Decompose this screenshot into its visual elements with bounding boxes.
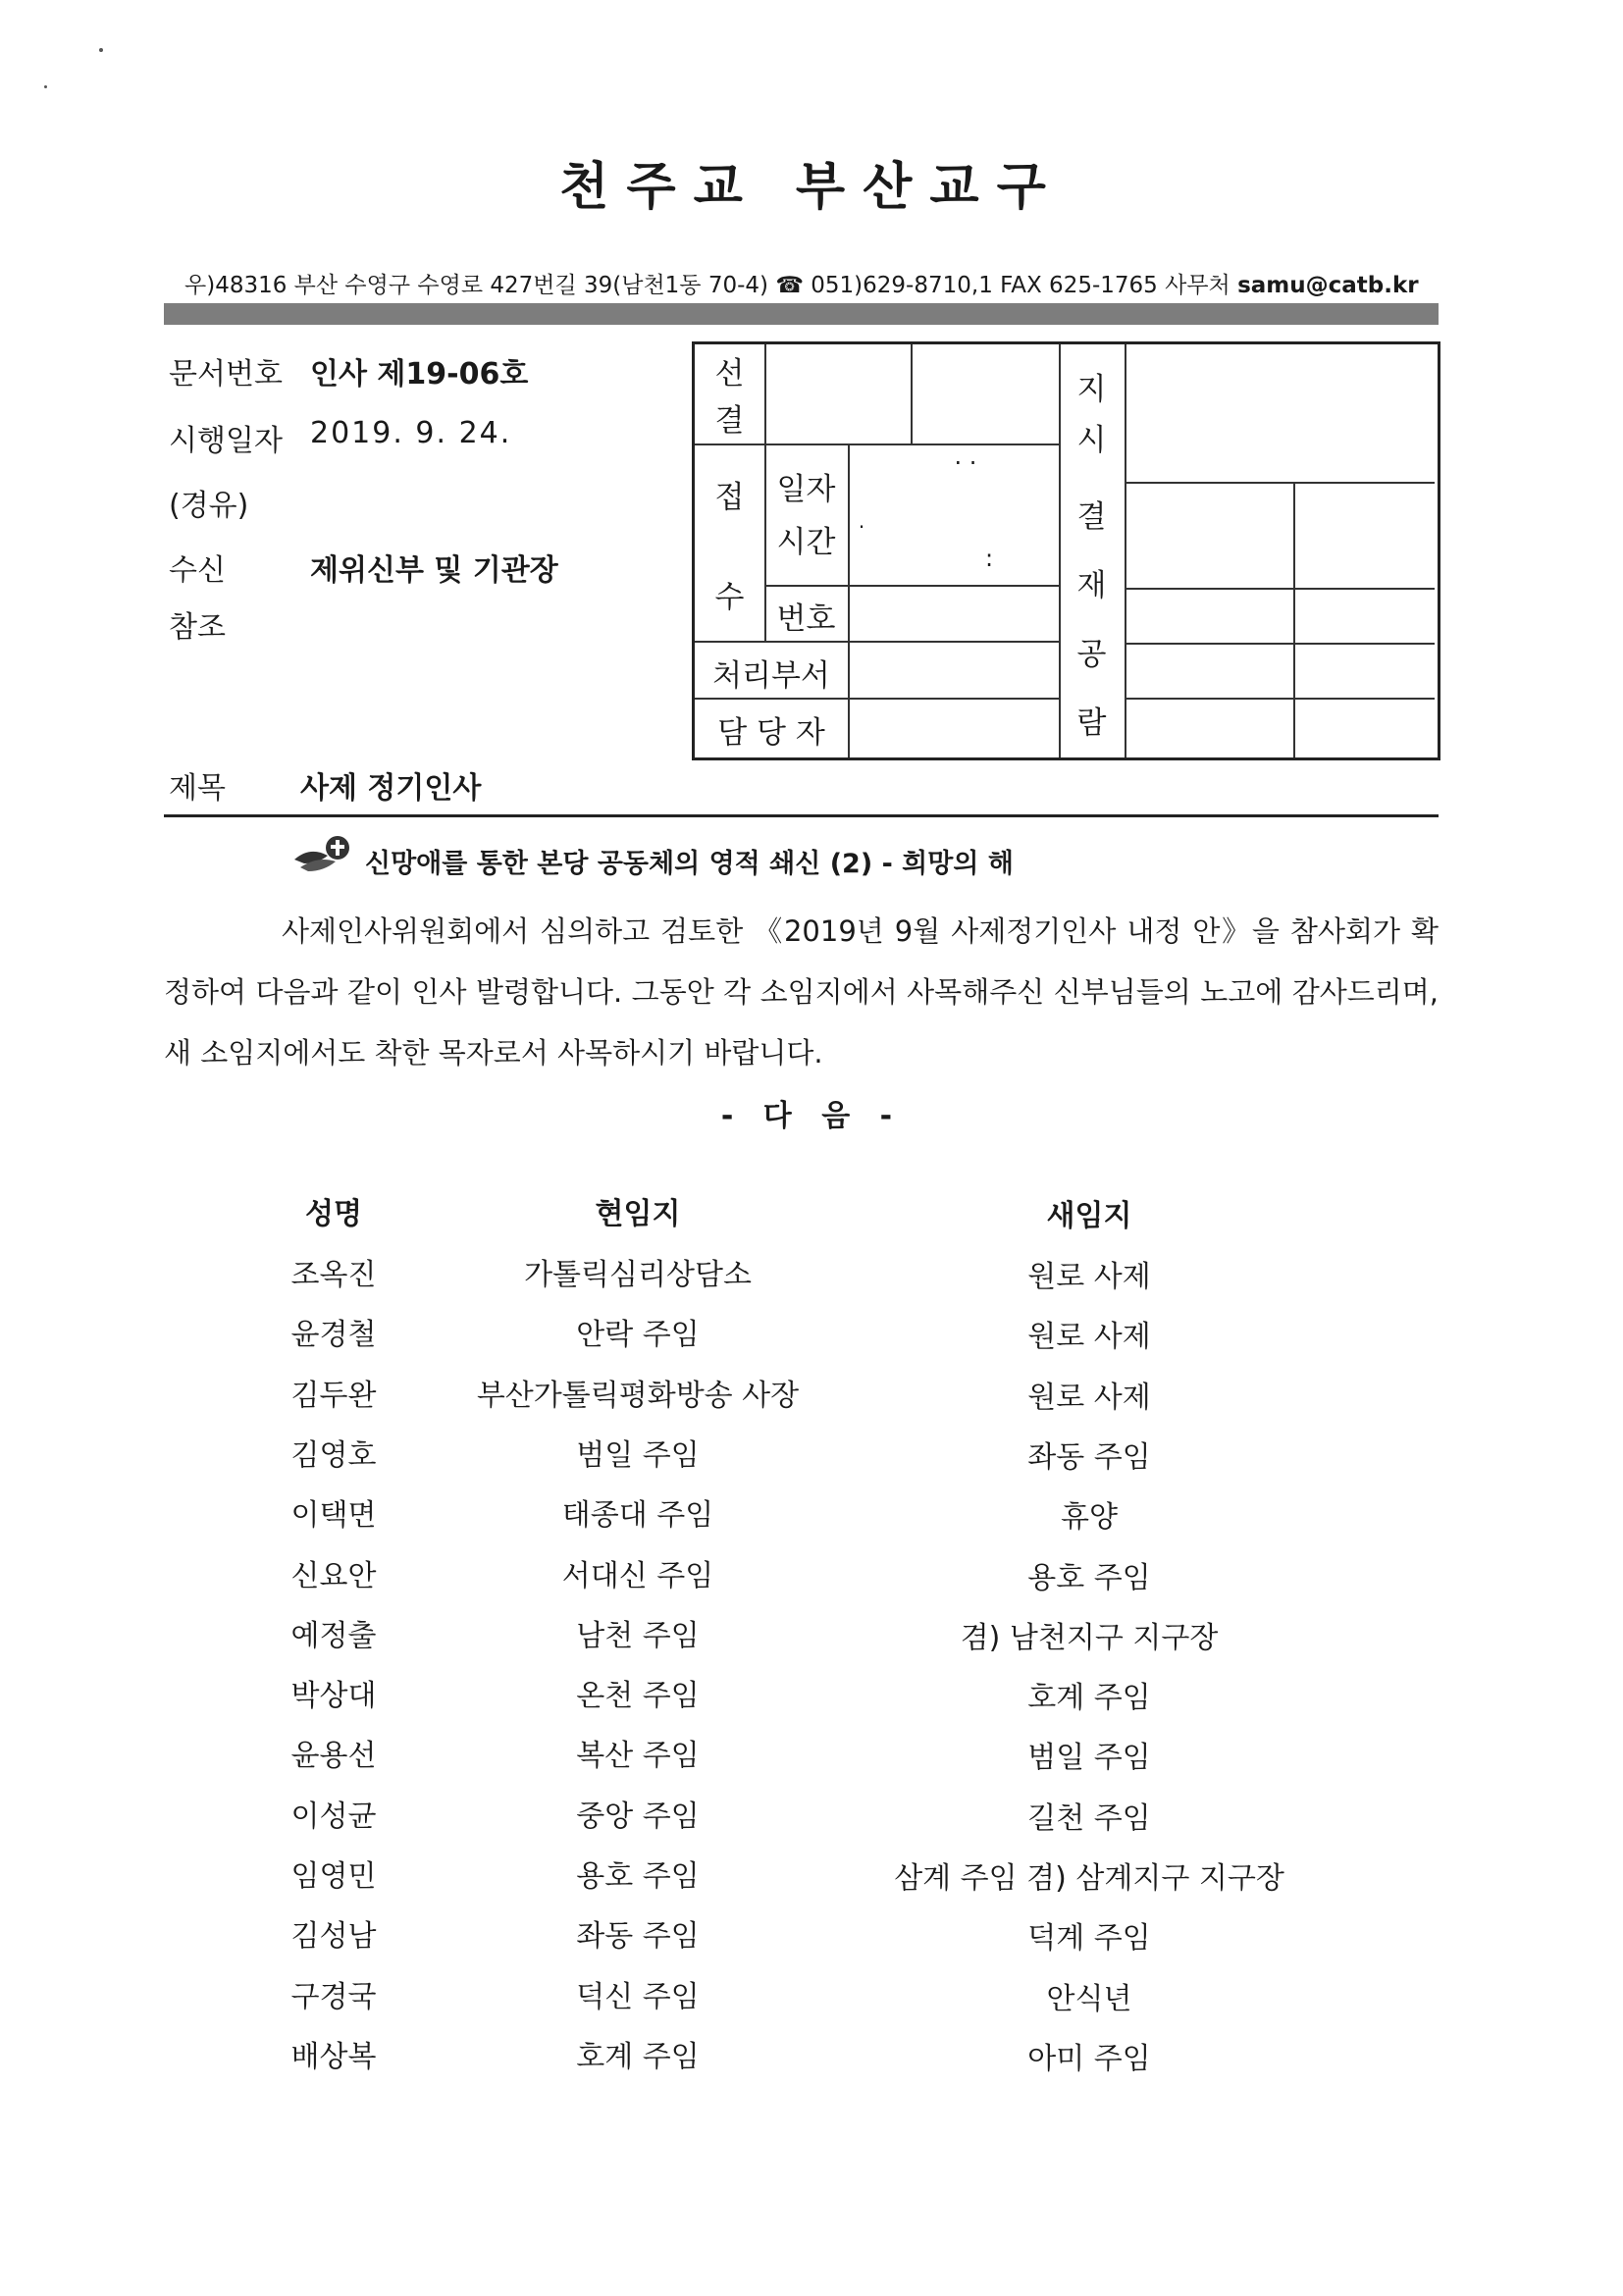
circulation-gyeol: 결 (1076, 499, 1107, 535)
cell-name: 김영호 (290, 1437, 377, 1473)
cell-current-post: 복산 주임 (576, 1739, 700, 1774)
cell-name: 이택면 (290, 1498, 377, 1534)
cell-name: 예정출 (290, 1618, 377, 1653)
cell-current-post: 안락 주임 (576, 1318, 700, 1353)
cell-new-post: 좌동 주임 (1027, 1439, 1151, 1475)
dept-label: 처리부서 (712, 658, 830, 694)
receipt-time-label: 시간 (776, 525, 836, 560)
daum-heading: - 다 음 - (720, 1099, 903, 1133)
receipt-su: 수 (714, 580, 745, 615)
cell-new-post: 용호 주임 (1027, 1560, 1151, 1595)
cell-current-post: 용호 주임 (576, 1859, 700, 1894)
officer-label: 담 당 자 (717, 715, 825, 751)
address-text: 우)48316 부산 수영구 수영로 427번길 39(남천1동 70-4) ☎ 051)629-8710,1 FAX 625-1765 사무처 (184, 273, 1238, 298)
cell-new-post: 호계 주임 (1027, 1681, 1151, 1716)
receipt-date-label: 일자 (776, 472, 836, 507)
diocese-emblem-icon (290, 832, 355, 877)
cc-label: 참조 (169, 610, 226, 645)
cell-current-post: 태종대 주임 (561, 1498, 714, 1534)
receipt-number-label: 번호 (776, 601, 836, 637)
scan-speck (44, 85, 47, 88)
body-paragraph (164, 901, 1439, 1083)
approval-gyeol: 결 (714, 403, 745, 439)
cell-name: 신요안 (290, 1558, 377, 1593)
letterhead-bar (164, 303, 1439, 325)
cell-current-post: 호계 주임 (576, 2039, 700, 2074)
circulation-ram: 람 (1076, 705, 1107, 741)
cell-name: 김성남 (290, 1919, 377, 1955)
cell-name: 박상대 (290, 1679, 377, 1714)
date-label: 시행일자 (169, 424, 283, 458)
doc-no-value: 인사 제19-06호 (310, 357, 529, 391)
approval-box (692, 341, 1440, 760)
body-text: 사제인사위원회에서 심의하고 검토한 《2019년 9월 사제정기인사 내정 안》을 참사회가 확정하여 다음과 같이 인사 발령합니다. 그동안 각 소임지에서 사목해주신 신부님들의 노고에 감사드리며, 새 소임지에서도 착한 목자로서 사목하시기 바랍니다. (164, 914, 1439, 1070)
cell-current-post: 가톨릭심리상담소 (524, 1258, 752, 1292)
cell-new-post: 원로 사제 (1027, 1320, 1151, 1355)
cell-name: 윤용선 (290, 1739, 377, 1774)
org-title: 천주교 부산교구 (559, 158, 1064, 217)
cell-current-post: 서대신 주임 (561, 1558, 714, 1593)
cell-name: 구경국 (290, 1979, 377, 2014)
subject-label: 제목 (169, 771, 226, 806)
cell-current-post: 중앙 주임 (576, 1799, 700, 1834)
receipt-jeop: 접 (714, 480, 745, 515)
date-value: 2019. 9. 24. (310, 416, 512, 450)
cell-current-post: 온천 주임 (576, 1679, 700, 1714)
cell-current-post: 좌동 주임 (576, 1919, 700, 1955)
cell-new-post: 원로 사제 (1027, 1260, 1151, 1294)
circulation-jae: 재 (1076, 568, 1107, 603)
recipient-label: 수신 (169, 553, 226, 588)
cell-current-post: 남천 주임 (576, 1618, 700, 1653)
cell-current-post: 범일 주임 (576, 1437, 700, 1473)
cell-new-post: 덕계 주임 (1027, 1921, 1151, 1957)
header-new-post: 새임지 (1046, 1199, 1132, 1233)
letterhead-address (184, 267, 1450, 299)
cell-new-post: 삼계 주임 겸) 삼계지구 지구장 (894, 1861, 1284, 1896)
cell-name: 조옥진 (290, 1258, 377, 1292)
email-address: samu@catb.kr (1237, 273, 1419, 298)
via-label: (경유) (169, 489, 249, 523)
doc-no-label: 문서번호 (169, 357, 283, 391)
instruction-si: 시 (1076, 423, 1107, 458)
receipt-dot: . (858, 509, 865, 533)
cell-name: 이성균 (290, 1799, 377, 1834)
cell-current-post: 덕신 주임 (576, 1979, 700, 2014)
subject-value: 사제 정기인사 (300, 771, 482, 806)
recipient-value: 제위신부 및 기관장 (310, 553, 558, 588)
subject-rule (164, 814, 1439, 817)
cell-name: 김두완 (290, 1378, 377, 1413)
cell-new-post: 휴양 (1061, 1500, 1118, 1536)
cell-new-post: 범일 주임 (1027, 1741, 1151, 1776)
cell-new-post: 아미 주임 (1027, 2041, 1151, 2076)
circulation-gong: 공 (1076, 637, 1107, 672)
receipt-date-dots: . . (954, 443, 977, 470)
cell-new-post: 안식년 (1046, 1981, 1132, 2016)
cell-current-post: 부산가톨릭평화방송 사장 (476, 1378, 800, 1413)
receipt-time-colon: : (984, 545, 994, 572)
cell-name: 윤경철 (290, 1318, 377, 1353)
cell-new-post: 겸) 남천지구 지구장 (960, 1620, 1219, 1655)
scan-speck (99, 48, 103, 52)
cell-name: 임영민 (290, 1859, 377, 1894)
slogan: 신망애를 통한 본당 공동체의 영적 쇄신 (2) - 희망의 해 (365, 849, 1014, 879)
cell-name: 배상복 (290, 2039, 377, 2074)
instruction-ji: 지 (1076, 372, 1107, 407)
cell-new-post: 길천 주임 (1027, 1800, 1151, 1836)
header-name: 성명 (305, 1197, 362, 1231)
approval-seon: 선 (714, 356, 745, 391)
header-current-post: 현임지 (595, 1197, 681, 1231)
cell-new-post: 원로 사제 (1027, 1380, 1151, 1415)
